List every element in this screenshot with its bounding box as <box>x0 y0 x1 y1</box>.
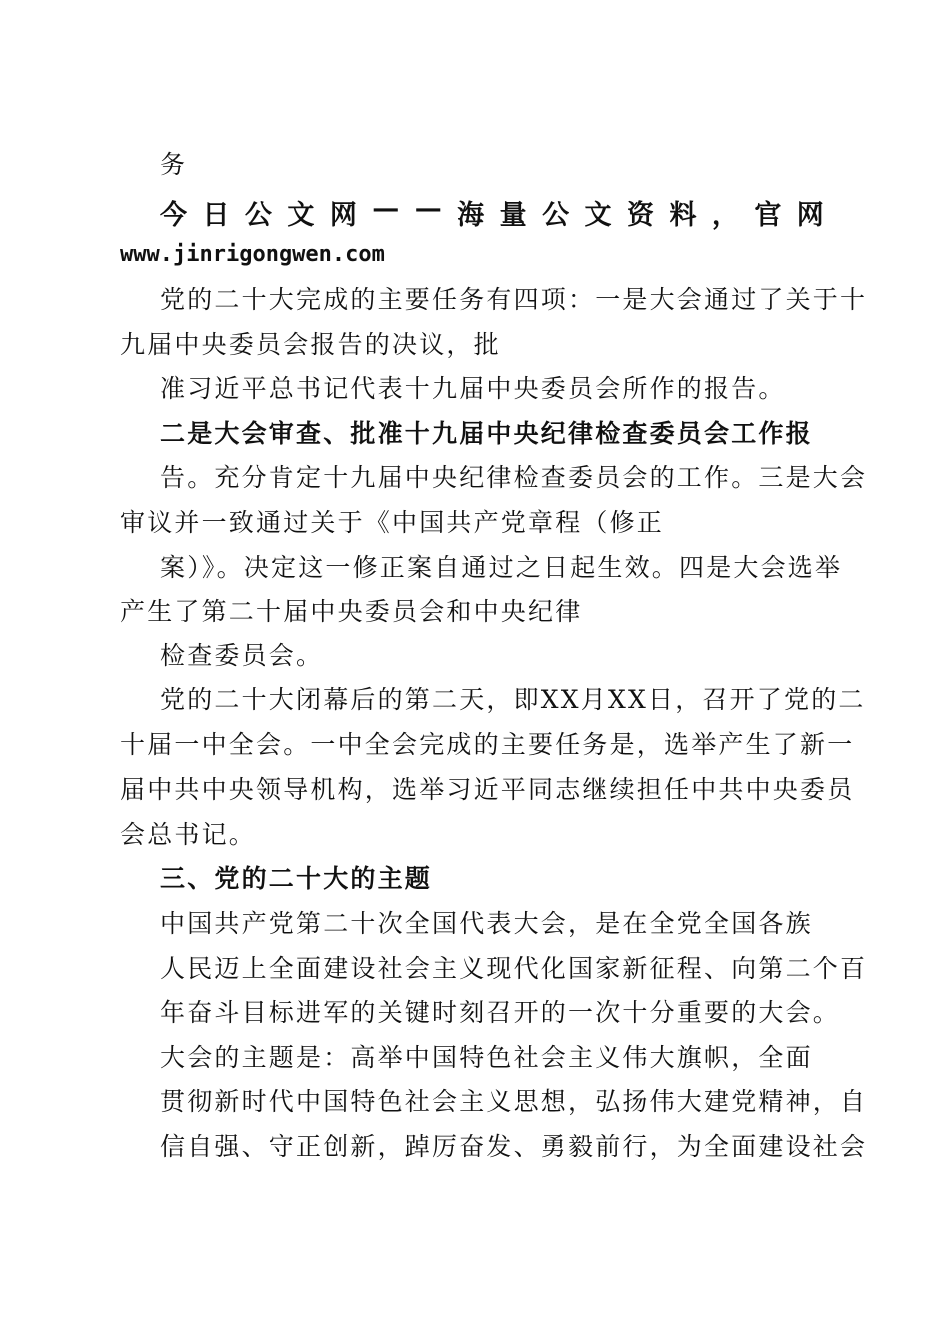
text-fragment: 务 <box>160 150 188 179</box>
paragraph-line: 信自强、守正创新，踔厉奋发、勇毅前行，为全面建设社会 <box>160 1132 868 1161</box>
paragraph-line: 人民迈上全面建设社会主义现代化国家新征程、向第二个百 <box>160 954 868 983</box>
paragraph-line: 中国共产党第二十次全国代表大会，是在全党全国各族 <box>160 909 813 938</box>
paragraph-line: 告。充分肯定十九届中央纪律检查委员会的工作。三是大会 <box>160 463 868 492</box>
banner-char: 公 <box>244 200 272 231</box>
paragraph-line: 准习近平总书记代表十九届中央委员会所作的报告。 <box>160 374 786 403</box>
paragraph-line: 十届一中全会。一中全会完成的主要任务是，选举产生了新一 <box>120 730 855 759</box>
banner-char: — <box>414 193 442 224</box>
banner-char: 网 <box>329 200 357 231</box>
paragraph-line: 党的二十大完成的主要任务有四项：一是大会通过了关于十 <box>160 285 868 314</box>
paragraph-line: 九届中央委员会报告的决议，批 <box>120 330 501 359</box>
paragraph-line: 贯彻新时代中国特色社会主义思想，弘扬伟大建党精神，自 <box>160 1087 868 1116</box>
banner-char: 网 <box>796 200 824 231</box>
paragraph-line: 届中共中央领导机构，选举习近平同志继续担任中共中央委员 <box>120 775 855 804</box>
banner-char: 日 <box>202 200 230 231</box>
banner-char: 公 <box>542 200 570 231</box>
banner-char: 文 <box>287 200 315 231</box>
site-banner <box>160 193 824 232</box>
banner-char: 文 <box>584 200 612 231</box>
paragraph-line: 检查委员会。 <box>160 641 324 670</box>
paragraph-line: 审议并一致通过关于《中国共产党章程（修正 <box>120 508 665 537</box>
banner-char: 海 <box>457 200 485 231</box>
section-heading: 三、党的二十大的主题 <box>160 864 433 893</box>
banner-char: 官 <box>754 200 782 231</box>
banner-char: 资 <box>626 200 654 231</box>
paragraph-line: 大会的主题是：高举中国特色社会主义伟大旗帜，全面 <box>160 1043 813 1072</box>
paragraph-line: 会总书记。 <box>120 820 257 849</box>
paragraph-line: 党的二十大闭幕后的第二天，即XX月XX日，召开了党的二 <box>160 685 866 714</box>
paragraph-line: 案）》。决定这一修正案自通过之日起生效。四是大会选举 <box>160 553 843 582</box>
site-url: www.jinrigongwen.com <box>120 242 385 267</box>
banner-char: — <box>372 193 400 224</box>
banner-char: ， <box>711 200 739 231</box>
banner-char: 量 <box>499 200 527 231</box>
banner-char: 料 <box>669 200 697 231</box>
paragraph-line: 产生了第二十届中央委员会和中央纪律 <box>120 597 583 626</box>
paragraph-line: 二是大会审查、批准十九届中央纪律检查委员会工作报 <box>160 419 813 448</box>
paragraph-line: 年奋斗目标进军的关键时刻召开的一次十分重要的大会。 <box>160 998 841 1027</box>
banner-char: 今 <box>160 200 187 231</box>
